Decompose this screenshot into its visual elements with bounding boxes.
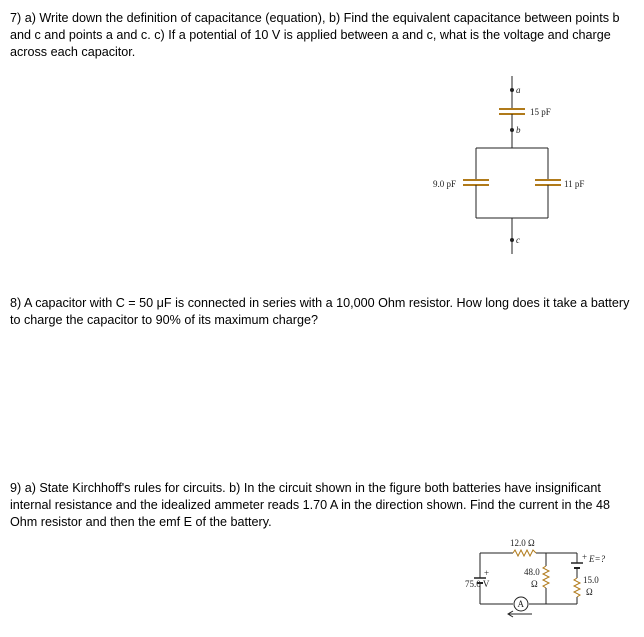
capacitor-9pf-label: 9.0 pF <box>433 179 457 189</box>
node-b-label: b <box>516 125 521 135</box>
question-7-text: 7) a) Write down the definition of capacitance (equation), b) Find the equivalent capacitance between points b and c and points a and c. c) If a potential of 10 V is applied between a and c, what is the voltage and charge across each capacitor. <box>10 11 620 59</box>
battery-emf-label: E=? <box>589 554 606 564</box>
battery-75v-label: 75.0 V <box>465 579 490 589</box>
question-8-text: 8) A capacitor with C = 50 μF is connected in series with a 10,000 Ohm resistor. How long does it take a battery to charge the capacitor to 90% of its maximum charge? <box>10 296 630 327</box>
battery-left-plus: + <box>484 568 490 578</box>
capacitor-15pf-label: 15 pF <box>530 107 551 117</box>
question-9-text: 9) a) State Kirchhoff's rules for circuits. b) In the circuit shown in the figure both batteries have insignificant internal resistance and the idealized ammeter reads 1.70 A in the direction shown. Find the current in the 48 Ohm resistor and then the emf E of the battery. <box>10 481 610 529</box>
resistor-48-value: 48.0 <box>524 567 540 577</box>
node-c-label: c <box>516 235 520 245</box>
node-a-label: a <box>516 85 521 95</box>
resistor-48-unit: Ω <box>531 579 538 589</box>
resistor-15-value: 15.0 <box>583 575 599 585</box>
capacitor-11pf-label: 11 pF <box>564 179 585 189</box>
resistor-15-unit: Ω <box>586 587 593 597</box>
resistor-12-label: 12.0 Ω <box>510 538 535 548</box>
ammeter-label: A <box>517 599 524 609</box>
battery-right-plus: + <box>582 552 588 562</box>
